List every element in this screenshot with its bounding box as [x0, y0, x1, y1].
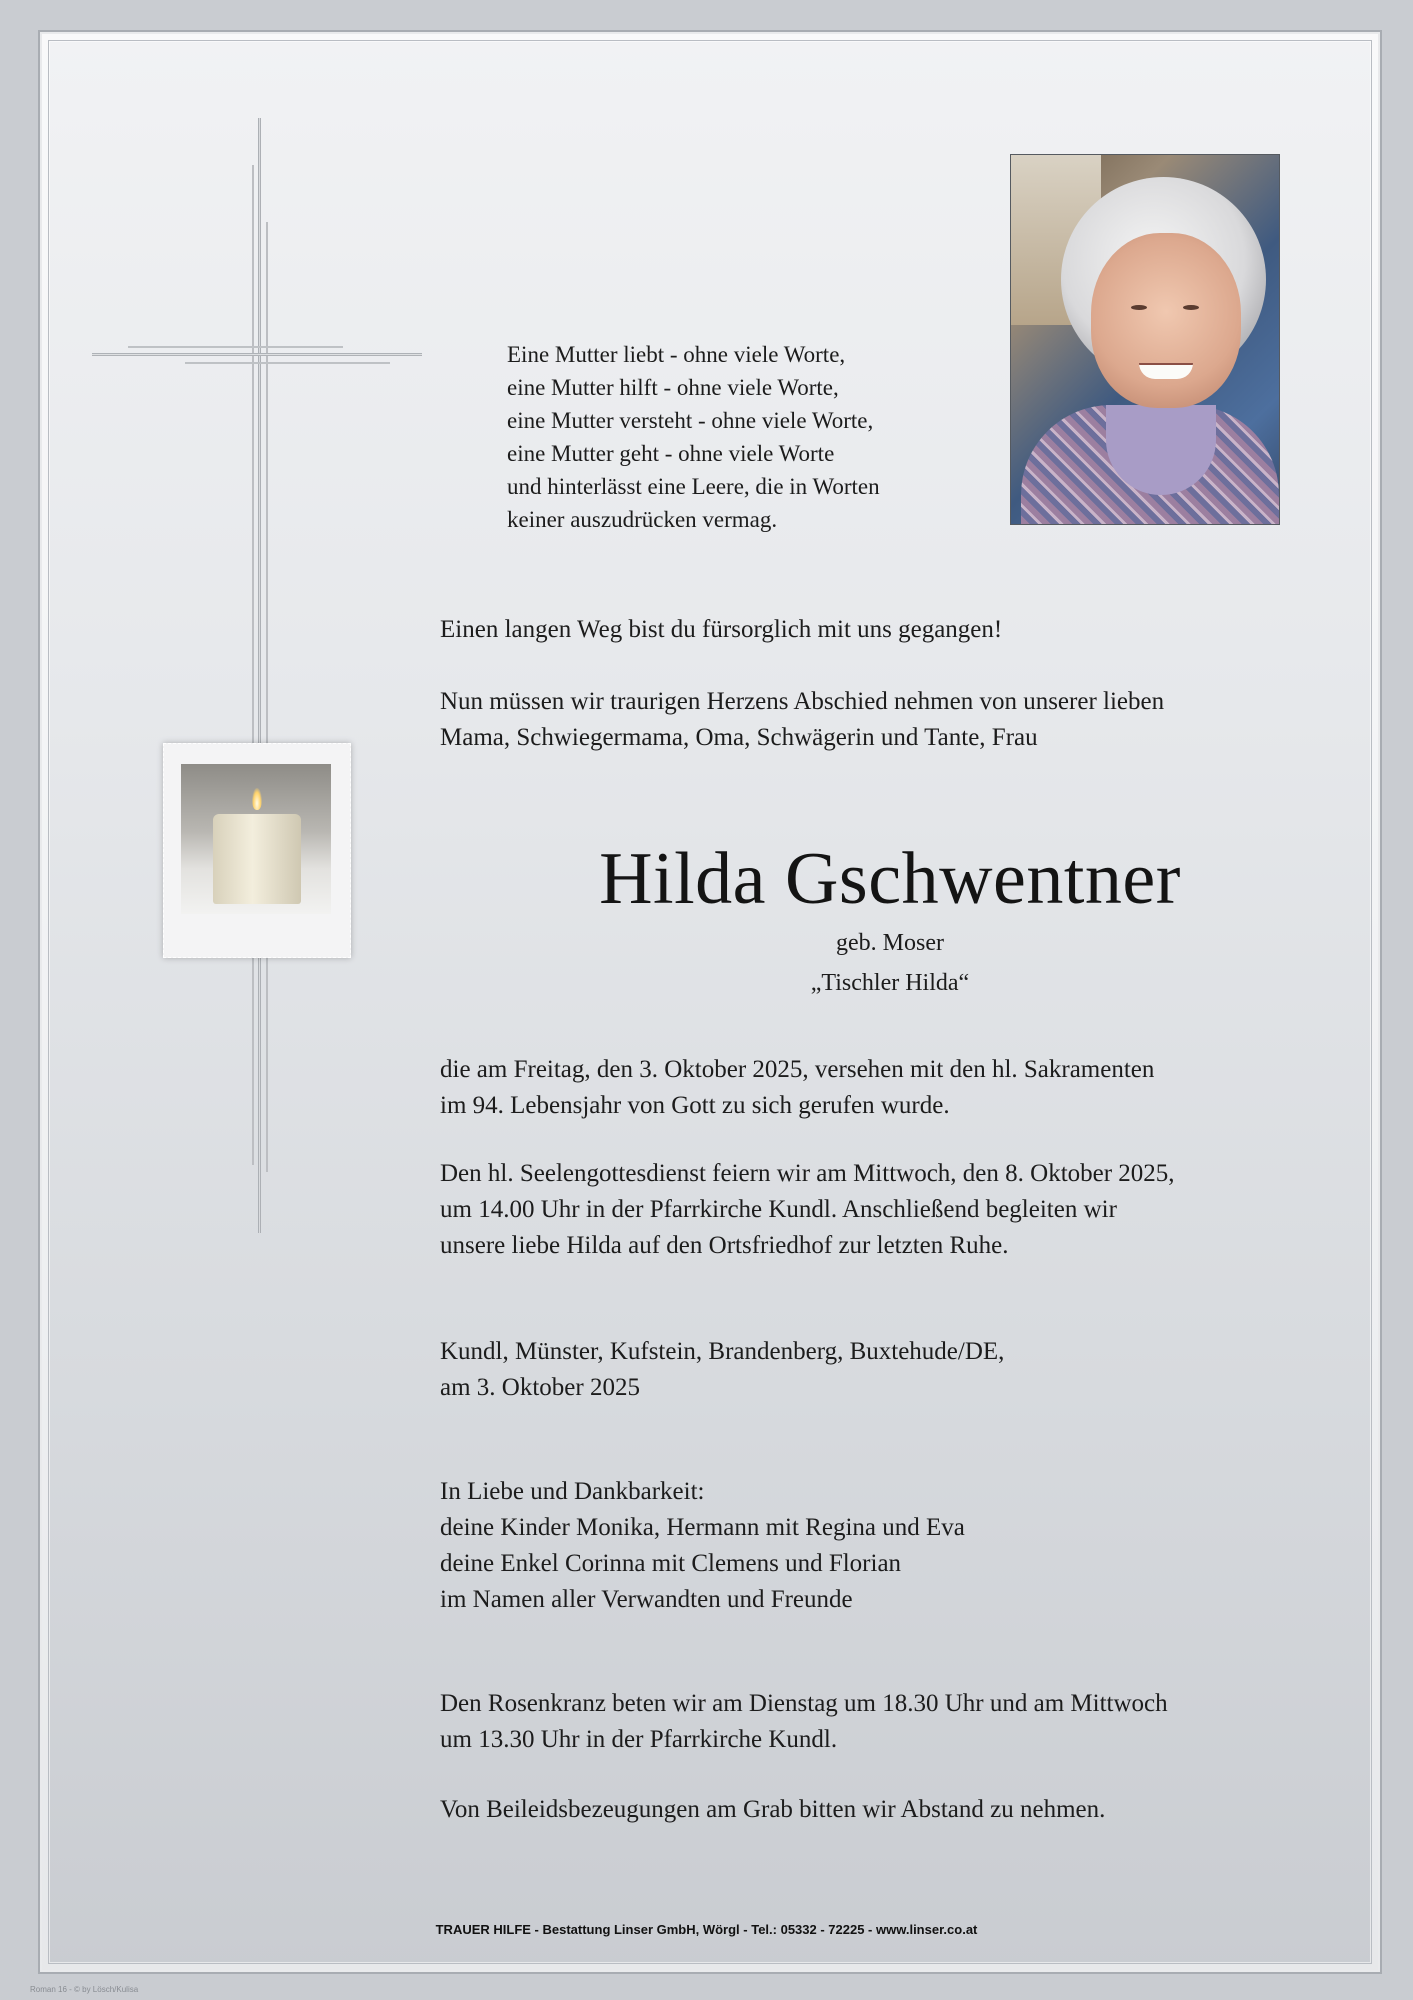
poem-line: und hinterlässt eine Leere, die in Worten: [507, 474, 880, 499]
rosary-line: um 13.30 Uhr in der Pfarrkirche Kundl.: [440, 1726, 838, 1753]
place-date: [440, 1334, 1340, 1406]
poem-line: eine Mutter hilft - ohne viele Worte,: [507, 375, 839, 400]
rosary-line: Den Rosenkranz beten wir am Dienstag um 18.30 Uhr und am Mittwoch: [440, 1690, 1168, 1717]
funeral-line: um 14.00 Uhr in der Pfarrkirche Kundl. Anschließend begleiten wir: [440, 1196, 1117, 1223]
deceased-name: Hilda Gschwentner: [599, 838, 1181, 920]
poem: [507, 338, 977, 536]
death-notice: [440, 1052, 1340, 1124]
mourners-line: In Liebe und Dankbarkeit:: [440, 1478, 705, 1505]
poem-line: eine Mutter versteht - ohne viele Worte,: [507, 408, 874, 433]
mourners-line: im Namen aller Verwandten und Freunde: [440, 1586, 853, 1613]
death-notice-line: im 94. Lebensjahr von Gott zu sich gerufen wurde.: [440, 1092, 950, 1119]
funeral-info: [440, 1156, 1340, 1264]
mourners-line: deine Kinder Monika, Hermann mit Regina und Eva: [440, 1514, 965, 1541]
place-date-line: Kundl, Münster, Kufstein, Brandenberg, Buxtehude/DE,: [440, 1338, 1005, 1365]
intro-text: Einen langen Weg bist du fürsorglich mit uns gegangen!: [440, 616, 1003, 643]
funeral-home-footer: TRAUER HILFE - Bestattung Linser GmbH, Wörgl - Tel.: 05332 - 72225 - www.linser.co.at: [435, 1922, 978, 1937]
nickname: „Tischler Hilda“: [810, 970, 970, 996]
poem-line: keiner auszudrücken vermag.: [507, 507, 778, 532]
death-notice-line: die am Freitag, den 3. Oktober 2025, versehen mit den hl. Sakramenten: [440, 1056, 1155, 1083]
rosary-info: [440, 1686, 1340, 1758]
condolence-note: Von Beileidsbezeugungen am Grab bitten wir Abstand zu nehmen.: [440, 1796, 1106, 1823]
mourners-line: deine Enkel Corinna mit Clemens und Florian: [440, 1550, 902, 1577]
portrait-photo: [1010, 154, 1280, 525]
candle-flame-icon: [252, 788, 262, 810]
maiden-name: geb. Moser: [836, 930, 944, 956]
mourners: [440, 1474, 1340, 1618]
announcement-line: Nun müssen wir traurigen Herzens Abschied nehmen von unserer lieben: [440, 688, 1165, 715]
place-date-line: am 3. Oktober 2025: [440, 1374, 640, 1401]
announcement-line: Mama, Schwiegermama, Oma, Schwägerin und Tante, Frau: [440, 724, 1038, 751]
funeral-line: unsere liebe Hilda auf den Ortsfriedhof zur letzten Ruhe.: [440, 1232, 1009, 1259]
funeral-line: Den hl. Seelengottesdienst feiern wir am Mittwoch, den 8. Oktober 2025,: [440, 1160, 1175, 1187]
poem-line: eine Mutter geht - ohne viele Worte: [507, 441, 835, 466]
candle-image: [163, 743, 351, 958]
design-credit: Roman 16 - © by Lösch/Kulisa: [30, 1985, 139, 1994]
poem-line: Eine Mutter liebt - ohne viele Worte,: [507, 342, 846, 367]
announcement: [440, 684, 1340, 756]
